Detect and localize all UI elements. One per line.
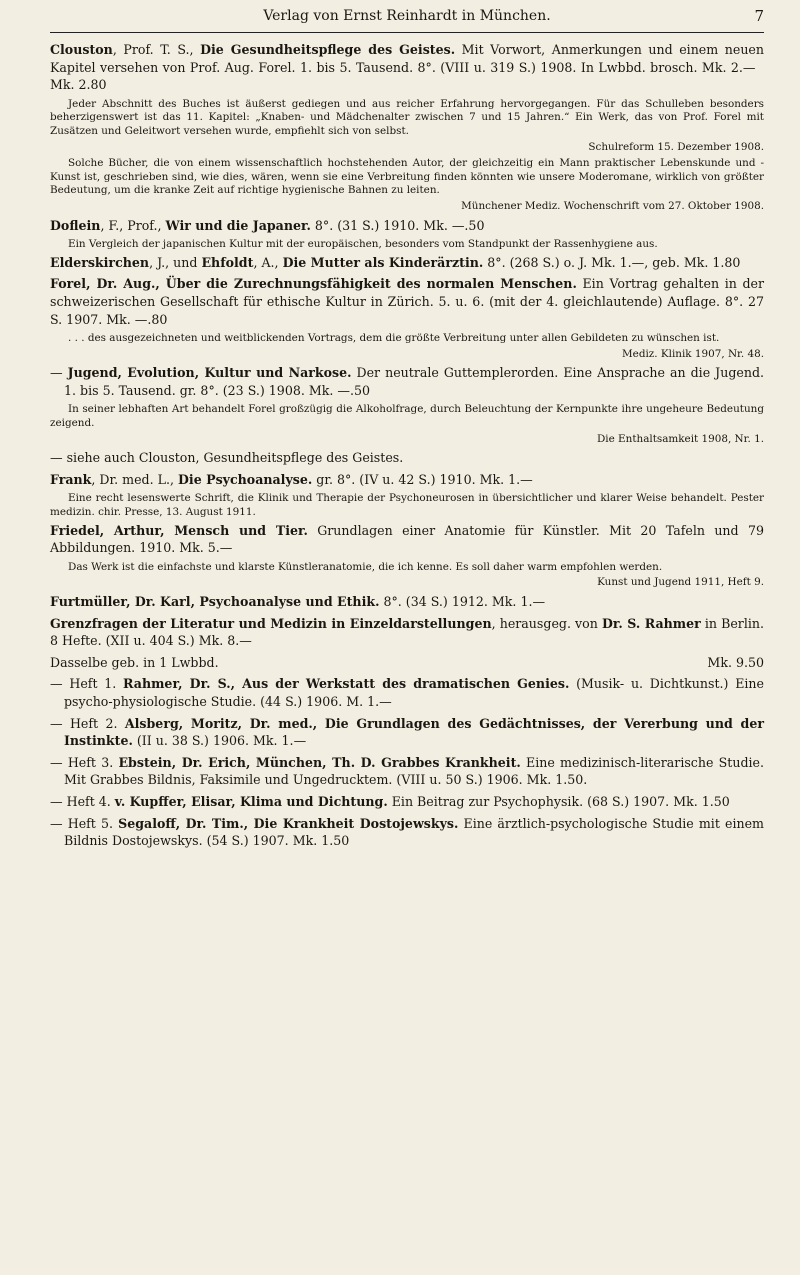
catalog-entry: Forel, Dr. Aug., Über die Zurechnungsfähigkeit des normalen Menschen. Ein Vortrag gehalten in der schweizerischen Gesellschaft für ethische Kultur in Zürich. 5. u. 6. (mit der 4. gleichlautende) Auflage. 8°. 27 S. 1907. Mk. —.80 (50, 276, 764, 327)
review-quote: Eine recht lesenswerte Schrift, die Klinik und Therapie der Psychoneurosen in übersichtlicher und klarer Weise behandelt. Pester medizin. chir. Presse, 13. August 1911. (50, 492, 764, 519)
catalog-entry: Clouston, Prof. T. S., Die Gesundheitspflege des Geistes. Mit Vorwort, Anmerkungen und einem neuen Kapitel versehen von Prof. Aug. Forel. 1. bis 5. Tausend. 8°. (VIII u. 319 S.) 1908. In Lwbbd. brosch. Mk. 2.— Mk. 2.80 (50, 42, 764, 93)
catalog-page (0, 4, 800, 1275)
page-header (50, 4, 764, 33)
catalog-entry: Dasselbe geb. in 1 Lwbbd. Mk. 9.50 (50, 654, 764, 670)
review-source: Mediz. Klinik 1907, Nr. 48. (622, 347, 764, 360)
catalog-entry: Elderskirchen, J., und Ehfoldt, A., Die Mutter als Kinderärztin. 8°. (268 S.) o. J. Mk. 1.—, geb. Mk. 1.80 (50, 254, 741, 270)
review-quote: Solche Bücher, die von einem wissenschaftlich hochstehenden Autor, der gleichzeitig ein Mann praktischer Lebenskunde und -Kunst ist, geschrieben sind, wie dies, wären, wenn sie eine Verbreitung finden könnten wie unsere Moderomane, wirklich von größter Bedeutung, um die kranke Zeit auf richtige hygienische Bahnen zu leiten. (50, 157, 764, 197)
catalog-entry: — Heft 2. Alsberg, Moritz, Dr. med., Die Grundlagen des Gedächtnisses, der Vererbung und der Instinkte. (II u. 38 S.) 1906. Mk. 1.— (50, 715, 764, 749)
review-quote: Ein Vergleich der japanischen Kultur mit der europäischen, besonders vom Standpunkt der Rassenhygiene aus. (68, 238, 658, 251)
review-source: Münchener Mediz. Wochenschrift vom 27. Oktober 1908. (461, 199, 764, 212)
catalog-entry: — Heft 4. v. Kupffer, Elisar, Klima und Dichtung. Ein Beitrag zur Psychophysik. (68 S.) 1907. Mk. 1.50 (50, 793, 730, 809)
catalog-entry: Furtmüller, Dr. Karl, Psychoanalyse und Ethik. 8°. (34 S.) 1912. Mk. 1.— (50, 594, 546, 609)
review-quote: Das Werk ist die einfachste und klarste Künstleranatomie, die ich kenne. Es soll daher warm empfohlen werden. (68, 560, 663, 573)
review-quote: . . . des ausgezeichneten und weitblickenden Vortrags, dem die größte Verbreitung unter allen Gebildeten zu wünschen ist. (68, 332, 720, 345)
review-quote: Jeder Abschnitt des Buches ist äußerst gediegen und aus reicher Erfahrung hervorgegangen. Für das Schulleben besonders beherzigenswert ist das 11. Kapitel: „Knaben- und Mädchenalter zwischen 7 und 15 Jahren.“ Ein Werk, das von Prof. Forel mit Zusätzen und Geleitwort versehen wurde, empfiehlt sich von selbst. (50, 97, 764, 137)
catalog-entries (50, 33, 764, 850)
review-quote: In seiner lebhaften Art behandelt Forel großzügig die Alkoholfrage, durch Beleuchtung der Kernpunkte ihre ungeheure Bedeutung zeigend. (50, 403, 764, 430)
review-source: Die Enthaltsamkeit 1908, Nr. 1. (596, 432, 764, 445)
catalog-entry: — Heft 3. Ebstein, Dr. Erich, München, Th. D. Grabbes Krankheit. Eine medizinisch-literarische Studie. Mit Grabbes Bildnis, Faksimile und Ungedrucktem. (VIII u. 50 S.) 1906. Mk. 1.50. (50, 754, 764, 788)
catalog-entry: Doflein, F., Prof., Wir und die Japaner. 8°. (31 S.) 1910. Mk. —.50 (50, 217, 485, 233)
catalog-entry: — Jugend, Evolution, Kultur und Narkose. Der neutrale Guttemplerorden. Eine Ansprache an die Jugend. 1. bis 5. Tausend. gr. 8°. (23 S.) 1908. Mk. —.50 (50, 365, 765, 398)
review-source: Kunst und Jugend 1911, Heft 9. (597, 576, 764, 589)
catalog-entry: Grenzfragen der Literatur und Medizin in Einzeldarstellungen, herausgeg. von Dr. S. Rahmer in Berlin. 8 Hefte. (XII u. 404 S.) Mk. 8.— (50, 615, 764, 649)
publisher-line: Verlag von Ernst Reinhardt in München. (263, 8, 551, 24)
page-number: 7 (754, 7, 764, 25)
catalog-entry: — Heft 1. Rahmer, Dr. S., Aus der Werkstatt des dramatischen Genies. (Musik- u. Dichtkunst.) Eine psycho-physiologische Studie. (44 S.) 1906. M. 1.— (50, 676, 764, 709)
catalog-entry: — Heft 5. Segaloff, Dr. Tim., Die Krankheit Dostojewskys. Eine ärztlich-psychologische Studie mit einem Bildnis Dostojewskys. (54 S.) 1907. Mk. 1.50 (50, 815, 764, 849)
catalog-entry: Frank, Dr. med. L., Die Psychoanalyse. gr. 8°. (IV u. 42 S.) 1910. Mk. 1.— (50, 471, 533, 487)
catalog-entry: Friedel, Arthur, Mensch und Tier. Grundlagen einer Anatomie für Künstler. Mit 20 Tafeln und 79 Abbildungen. 1910. Mk. 5.— (50, 522, 764, 556)
catalog-entry: — siehe auch Clouston, Gesundheitspflege des Geistes. (50, 450, 404, 466)
review-source: Schulreform 15. Dezember 1908. (588, 140, 764, 153)
